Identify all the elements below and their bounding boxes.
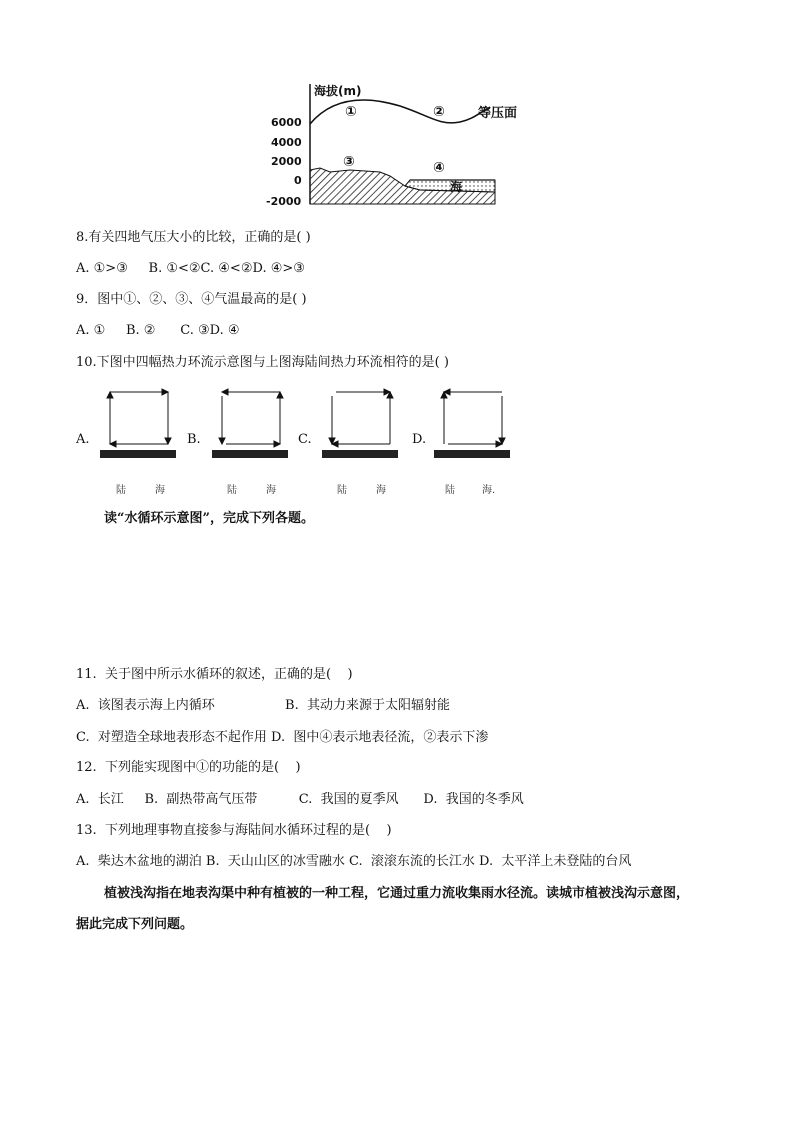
q10-choice-b-letter: B. [187,432,201,447]
y-tick-minus2000: -2000 [266,195,302,208]
q11-options-line1: A. 该图表示海上内循环 B. 其动力来源于太阳辐射能 [76,698,450,713]
y-tick-4000: 4000 [271,136,302,149]
isobar-label: 等压面 [478,106,518,121]
q10-stem: 10.下图中四幅热力环流示意图与上图海陆间热力环流相符的是( ) [76,355,449,370]
q10-choice-b-land: 陆 [227,485,237,496]
q10-choice-d-sea: 海. [482,485,496,496]
section-intro-vegetated-swale-line1: 植被浅沟指在地表沟渠中种有植被的一种工程，它通过重力流收集雨水径流。读城市植被浅沟示意图， [104,886,690,901]
q8-options: A. ①>③ B. ①<②C. ④<②D. ④>③ [76,261,305,276]
q11-options-line2: C. 对塑造全球地表形态不起作用 D. 图中④表示地表径流，②表示下渗 [76,730,489,745]
q10-choice-d-letter: D. [412,432,427,447]
q10-choice-a-letter: A. [76,432,90,447]
label-point-2: ② [433,104,445,120]
label-point-4: ④ [433,160,445,176]
circulation-diagram-d [434,386,514,464]
isobar-curve [310,100,490,124]
sea-label: 海 [450,180,463,194]
q10-choice-d-land: 陆 [445,485,455,496]
q10-choice-a-sea: 海 [155,485,165,496]
q12-stem: 12. 下列能实现图中①的功能的是( ) [76,760,301,775]
q13-stem: 13. 下列地理事物直接参与海陆间水循环过程的是( ) [76,823,392,838]
y-tick-2000: 2000 [271,155,302,168]
q9-options: A. ① B. ② C. ③D. ④ [76,323,240,338]
q10-choice-b-sea: 海 [266,485,276,496]
label-point-3: ③ [343,154,355,170]
q8-stem: 8.有关四地气压大小的比较，正确的是( ) [76,230,311,245]
q10-choice-c-land: 陆 [337,485,347,496]
circulation-diagram-c [322,386,402,464]
circulation-diagram-b [212,386,292,464]
label-point-1: ① [345,104,357,120]
circulation-diagram-a [100,386,180,464]
q9-stem: 9．图中①、②、③、④气温最高的是( ) [76,292,307,307]
y-tick-0: 0 [294,174,302,187]
axis-title: 海拔(m) [314,84,362,98]
y-tick-6000: 6000 [271,116,302,129]
q12-options: A. 长江 B. 副热带高气压带 C. 我国的夏季风 D. 我国的冬季风 [76,792,524,807]
q10-choice-c-sea: 海 [376,485,386,496]
q10-choice-c-letter: C. [298,432,312,447]
section-intro-vegetated-swale-line2: 据此完成下列问题。 [76,917,194,932]
q13-options: A. 柴达木盆地的湖泊 B. 天山山区的冰雪融水 C. 滚滚东流的长江水 D. 太平洋上未登陆的台风 [76,854,632,869]
q10-choice-a-land: 陆 [116,485,126,496]
q11-stem: 11. 关于图中所示水循环的叙述，正确的是( ) [76,667,353,682]
section-intro-water-cycle: 读“水循环示意图”，完成下列各题。 [104,511,314,526]
